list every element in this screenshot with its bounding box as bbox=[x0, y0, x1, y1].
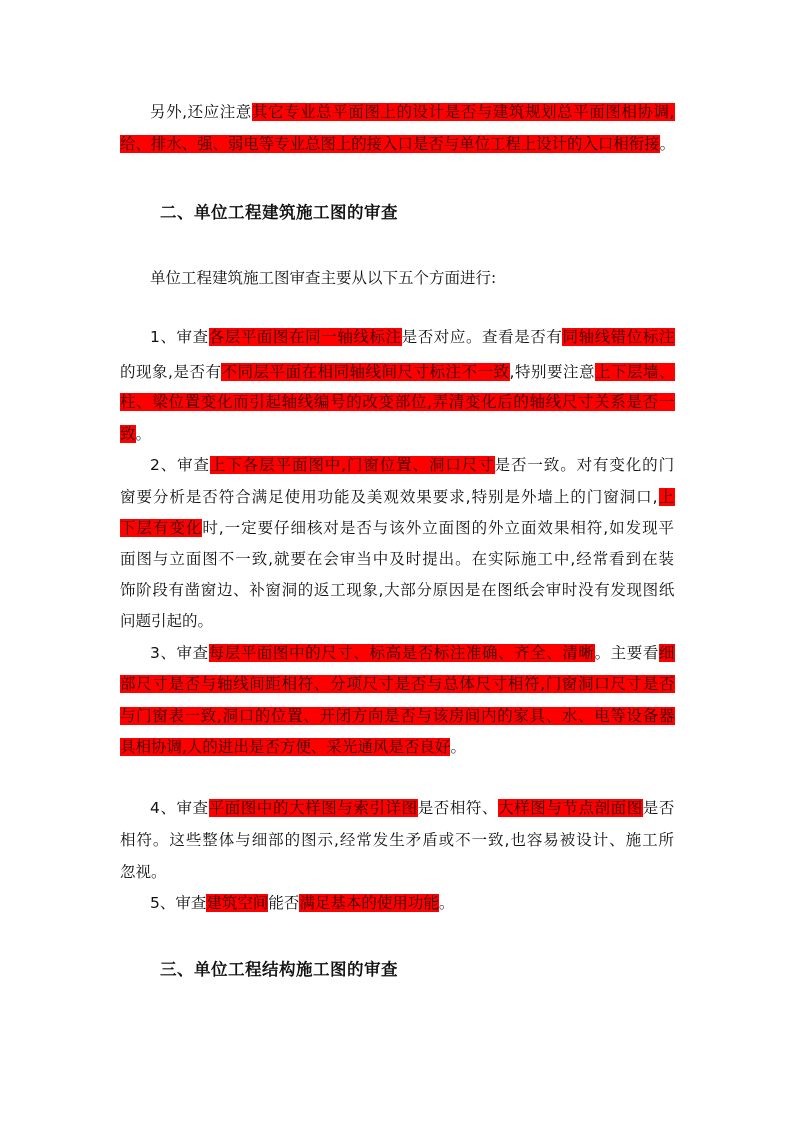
text-line bbox=[120, 485, 675, 509]
text-segment: 是否相符、 bbox=[417, 799, 499, 817]
section-heading-2: 二、单位工程建筑施工图的审查 bbox=[160, 203, 398, 222]
text-segment: 是否对应。查看是否有 bbox=[401, 328, 563, 346]
highlighted-text: 与门窗表一致,洞口的位置、开闭方向是否与该房间内的家具、水、电等设备器 bbox=[120, 707, 675, 725]
text-line bbox=[120, 578, 675, 602]
text-segment: 。 bbox=[450, 738, 466, 756]
section-heading-3: 三、单位工程结构施工图的审查 bbox=[160, 960, 398, 979]
highlighted-text: 上下各层平面图中,门窗位置、洞口尺寸 bbox=[209, 456, 495, 474]
text-segment: 饰阶段有凿窗边、补窗洞的返工现象,大部分原因是在图纸会审时没有发现图纸 bbox=[120, 581, 675, 599]
highlighted-text: 不同层平面在相同轴线间尺寸标注不一致 bbox=[221, 363, 510, 381]
highlighted-text: 具相协调,人的进出是否方便、采光通风是否良好 bbox=[120, 738, 451, 756]
text-line bbox=[120, 516, 675, 540]
highlighted-text: 建筑空间 bbox=[206, 894, 269, 912]
text-line bbox=[150, 641, 675, 665]
text-segment: ,特别要注意 bbox=[509, 363, 595, 381]
text-line bbox=[120, 132, 675, 156]
text-line bbox=[120, 735, 466, 759]
text-line bbox=[150, 325, 675, 349]
text-line bbox=[120, 390, 675, 414]
highlighted-text: 部尺寸是否与轴线间距相符、分项尺寸是否与总体尺寸相符,门窗洞口尺寸是否 bbox=[120, 675, 675, 693]
text-segment: 。主要看 bbox=[594, 644, 659, 662]
highlighted-text: 细 bbox=[658, 644, 675, 662]
text-segment: 窗要分析是否符合满足使用功能及美观效果要求,特别是外墙上的门窗洞口, bbox=[120, 488, 659, 506]
text-segment: 单位工程建筑施工图审查主要从以下五个方面进行: bbox=[150, 269, 497, 287]
text-segment: 时,一定要仔细核对是否与该外立面图的外立面效果相符,如发现平 bbox=[202, 519, 675, 537]
text-line bbox=[120, 704, 675, 728]
text-line bbox=[150, 100, 675, 124]
highlighted-text: 同轴线错位标注 bbox=[562, 328, 675, 346]
highlighted-text: 柱、梁位置变化而引起轴线编号的改变部位,弄清变化后的轴线尺寸关系是否一 bbox=[120, 393, 675, 411]
text-line bbox=[120, 547, 675, 571]
highlighted-text: 每层平面图中的尺寸、标高是否标注准确、齐全、清晰 bbox=[208, 644, 595, 662]
text-segment: 1、审查 bbox=[150, 328, 209, 346]
text-segment: 2、审查 bbox=[150, 456, 210, 474]
text-segment: 4、审查 bbox=[150, 799, 209, 817]
text-line bbox=[150, 266, 496, 290]
text-line bbox=[120, 860, 167, 884]
text-segment: 。 bbox=[135, 425, 152, 443]
text-segment: 面图与立面图不一致,就要在会审当中及时提出。在实际施工中,经常看到在装 bbox=[120, 550, 675, 568]
highlighted-text: 其它专业总平面图上的设计是否与建筑规划总平面图相协调, bbox=[251, 103, 675, 121]
text-segment: 的现象,是否有 bbox=[120, 363, 222, 381]
highlighted-text: 下层有变化 bbox=[120, 519, 203, 537]
text-line bbox=[120, 672, 675, 696]
text-segment: 3、审查 bbox=[150, 644, 209, 662]
highlighted-text: 上下层墙、 bbox=[594, 363, 675, 381]
text-segment: 是否一致。对有变化的门 bbox=[494, 456, 675, 474]
text-segment: 能否 bbox=[268, 894, 300, 912]
text-segment: 。 bbox=[438, 894, 455, 912]
text-line bbox=[120, 828, 675, 852]
highlighted-text: 上 bbox=[658, 488, 675, 506]
text-segment: 另外,还应注意 bbox=[150, 103, 252, 121]
text-segment: 是否 bbox=[642, 799, 675, 817]
text-line bbox=[120, 609, 213, 633]
text-line bbox=[120, 422, 151, 446]
text-segment: 忽视。 bbox=[120, 863, 167, 881]
highlighted-text: 平面图中的大样图与索引详图 bbox=[208, 799, 418, 817]
text-segment: 相符。这些整体与细部的图示,经常发生矛盾或不一致,也容易被设计、施工所 bbox=[120, 831, 675, 849]
text-line bbox=[120, 360, 675, 384]
highlighted-text: 致 bbox=[120, 425, 136, 443]
highlighted-text: 给、排水、强、弱电等专业总图上的接入口是否与单位工程上设计的入口相衔接 bbox=[120, 135, 660, 153]
text-line bbox=[150, 891, 454, 915]
text-segment: 。 bbox=[659, 135, 675, 153]
text-line bbox=[150, 796, 675, 820]
highlighted-text: 各层平面图在同一轴线标注 bbox=[208, 328, 402, 346]
highlighted-text: 大样图与节点剖面图 bbox=[498, 799, 643, 817]
highlighted-text: 满足基本的使用功能 bbox=[299, 894, 439, 912]
text-segment: 5、审查 bbox=[150, 894, 207, 912]
text-line bbox=[150, 453, 675, 477]
text-segment: 问题引起的。 bbox=[120, 612, 214, 630]
